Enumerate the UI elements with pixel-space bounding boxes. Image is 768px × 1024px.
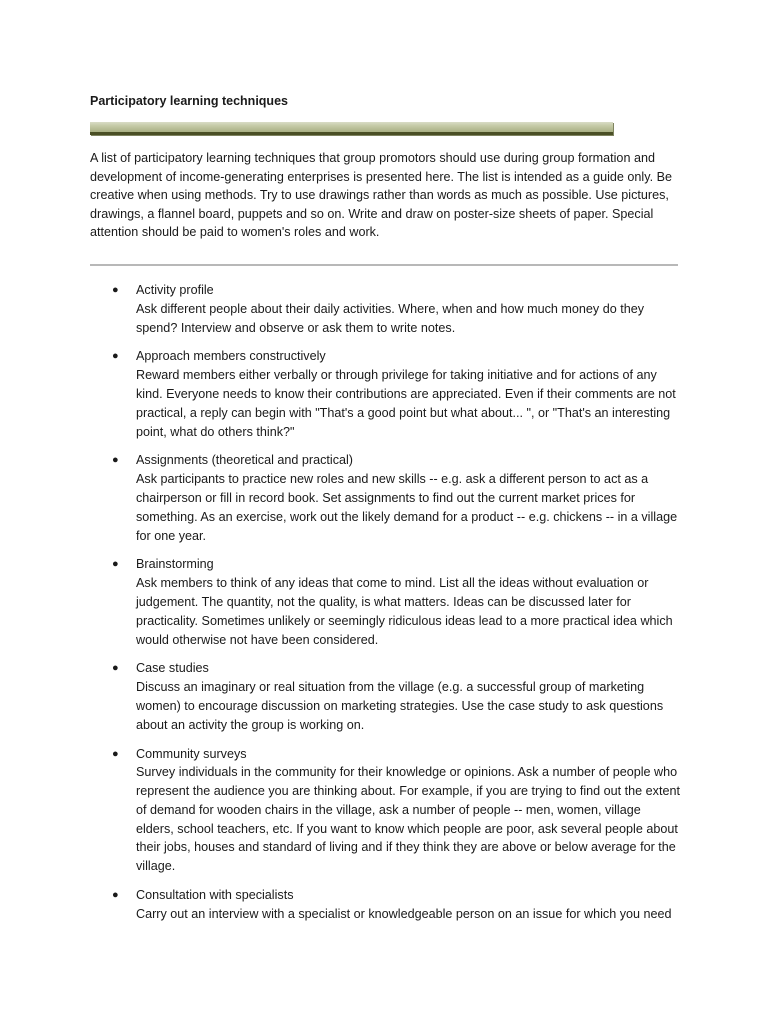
section-divider — [90, 264, 678, 266]
list-item — [90, 281, 680, 337]
bullet-icon: ● — [112, 454, 119, 467]
list-item-title: Community surveys — [136, 746, 247, 761]
intro-paragraph: A list of participatory learning techniques that group promotors should use during group formation and development of income-generating enterprises is presented here. The list is intended as a guide only. Be creative when using methods. Try to use drawings rather than words as much as possible. Use pictures, drawings, a flannel board, puppets and so on. Write and draw on poster-size sheets of paper. Special attention should be paid to women's roles and work. — [90, 151, 672, 240]
list-item — [90, 745, 680, 877]
techniques-list — [90, 281, 680, 924]
bullet-icon: ● — [112, 662, 119, 675]
list-item-title: Brainstorming — [136, 557, 214, 572]
bullet-icon: ● — [112, 350, 119, 363]
bullet-icon: ● — [112, 889, 119, 902]
list-item — [90, 886, 680, 924]
list-item — [90, 555, 680, 649]
list-item — [90, 659, 680, 734]
list-item-title: Activity profile — [136, 282, 214, 297]
bullet-icon: ● — [112, 747, 119, 760]
title-underline-bar — [90, 122, 613, 135]
list-item-description: Ask different people about their daily activities. Where, when and how much money do they spend? Interview and observe or ask them to write notes. — [136, 301, 644, 335]
document-page — [90, 93, 680, 934]
list-item-description: Discuss an imaginary or real situation from the village (e.g. a successful group of marketing women) to encourage discussion on marketing strategies. Use the case study to ask questions about an activity the group is working on. — [136, 680, 664, 732]
list-item-title: Case studies — [136, 661, 209, 676]
list-item-description: Ask participants to practice new roles and new skills -- e.g. ask a different person to act as a chairperson or fill in record book. Set assignments to find out the current market prices for something. As an exercise, work out the likely demand for a product -- e.g. chickens -- in a village for one year. — [136, 472, 678, 543]
page-title: Participatory learning techniques — [90, 94, 288, 108]
list-item-description: Reward members either verbally or through privilege for taking initiative and for actions of any kind. Everyone needs to know their contributions are appreciated. Even if their comments are not practical, a reply can begin with "That's a good point but what about... ", or "That's an interesting point, what do others think?" — [136, 368, 676, 439]
list-item — [90, 347, 680, 441]
list-item — [90, 451, 680, 545]
bullet-icon: ● — [112, 558, 119, 571]
list-item-title: Assignments (theoretical and practical) — [136, 453, 353, 468]
list-item-description: Survey individuals in the community for their knowledge or opinions. Ask a number of people who represent the audience you are thinking about. For example, if you are trying to find out the extent of demand for wooden chairs in the village, ask a number of people -- men, women, village elders, school teachers, etc. If you want to know which people are poor, ask several people about their jobs, houses and standard of living and if they think they are above or below average for the village. — [136, 765, 680, 874]
list-item-description: Carry out an interview with a specialist or knowledgeable person on an issue for which you need — [136, 906, 672, 921]
list-item-title: Consultation with specialists — [136, 888, 294, 903]
bullet-icon: ● — [112, 283, 119, 296]
list-item-description: Ask members to think of any ideas that come to mind. List all the ideas without evaluation or judgement. The quantity, not the quality, is what matters. Ideas can be discussed later for practicality. Sometimes unlikely or seemingly ridiculous ideas lead to a more practical idea which would otherwise not have been considered. — [136, 576, 673, 647]
list-item-title: Approach members constructively — [136, 349, 326, 364]
